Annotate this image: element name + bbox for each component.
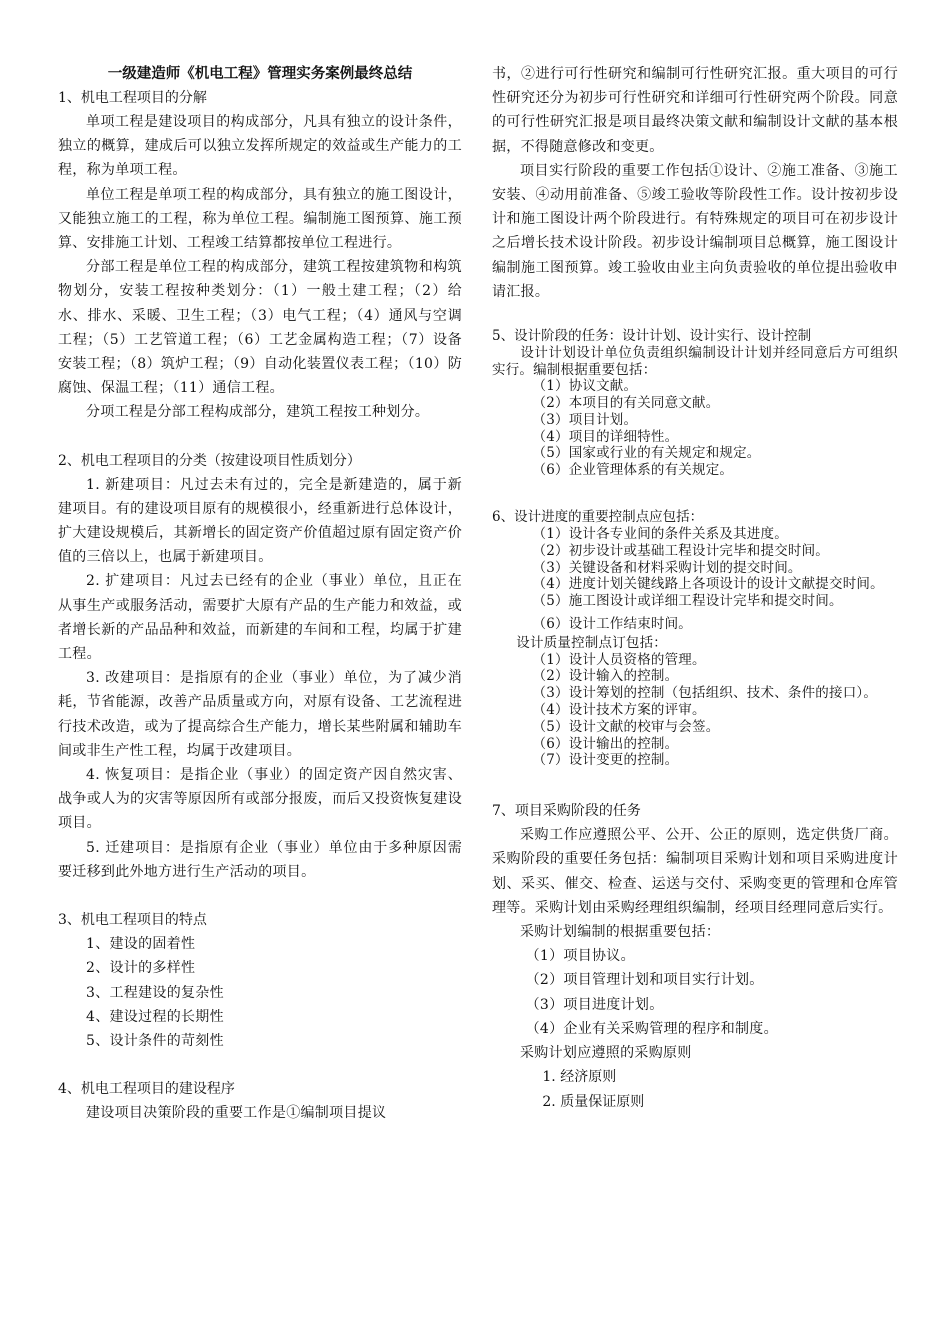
list-item: 1. 经济原则 bbox=[542, 1069, 617, 1086]
list-item: （4）设计技术方案的评审。 bbox=[532, 701, 706, 718]
subheading: 采购计划应遵照的采购原则 bbox=[520, 1044, 692, 1061]
paragraph: 项目实行阶段的重要工作包括①设计、②施工准备、③施工安装、④动用前准备、⑤竣工验收等阶段性工作。设计按初步设计和施工图设计两个阶段进行。有特殊规定的项目可在初步设计之后增长技术设计阶段。初步设计编制项目总概算，施工图设计编制施工图预算。竣工验收由业主向负责验收的单位提出验收申请汇报。 bbox=[492, 162, 898, 300]
paragraph: 1. 新建项目：凡过去未有过的，完全是新建造的，属于新建项目。有的建设项目原有的规模很小，经重新进行总体设计，扩大建设规模后，其新增长的固定资产价值超过原有固定资产价值的三倍以上，也属于新建项目。 bbox=[58, 476, 462, 566]
list-item: 1、建设的固着性 bbox=[86, 936, 196, 953]
document-title: 一级建造师《机电工程》管理实务案例最终总结 bbox=[107, 65, 413, 82]
list-item: （3）设计筹划的控制（包括组织、技术、条件的接口）。 bbox=[532, 685, 878, 702]
list-item: （4）项目的详细特性。 bbox=[532, 428, 679, 445]
list-item: （1）项目协议。 bbox=[525, 948, 635, 965]
section-5-heading: 5、设计阶段的任务：设计计划、设计实行、设计控制 bbox=[492, 328, 812, 345]
left-column bbox=[58, 62, 462, 1125]
subheading: 采购计划编制的根据重要包括： bbox=[520, 923, 721, 940]
paragraph: 分部工程是单位工程的构成部分，建筑工程按建筑物和构筑物划分，安装工程按种类划分：（1）一般土建工程；（2）给水、排水、采暖、卫生工程；（3）电气工程；（4）通风与空调工程；（5）工艺管道工程；（6）工艺金属构造工程；（7）设备安装工程；（8）筑炉工程；（9）自动化装置仪表工程；（10）防腐蚀、保温工程；（11）通信工程。 bbox=[58, 259, 462, 397]
list-item: （4）进度计划关键线路上各项设计的设计文献提交时间。 bbox=[532, 576, 884, 593]
list-item: （2）项目管理计划和项目实行计划。 bbox=[525, 972, 764, 989]
list-item: （7）设计变更的控制。 bbox=[532, 752, 679, 769]
list-item: （2）本项目的有关同意文献。 bbox=[532, 395, 720, 412]
section-7-heading: 7、项目采购阶段的任务 bbox=[492, 803, 641, 820]
paragraph: 单位工程是单项工程的构成部分，具有独立的施工图设计，又能独立施工的工程，称为单位工程。编制施工图预算、施工预算、安排施工计划、工程竣工结算都按单位工程进行。 bbox=[58, 186, 462, 252]
paragraph: 设计计划设计单位负责组织编制设计计划并经同意后方可组织实行。编制根据重要包括： bbox=[492, 345, 898, 378]
section-4-heading: 4、机电工程项目的建设程序 bbox=[58, 1081, 235, 1098]
paragraph: 2. 扩建项目：凡过去已经有的企业（事业）单位，且正在从事生产或服务活动，需要扩大原有产品的生产能力和效益，或者增长新的产品品种和效益，而新建的车间和工程，均属于扩建工程。 bbox=[58, 573, 462, 663]
list-item: （3）项目计划。 bbox=[532, 411, 638, 428]
list-item: （4）企业有关采购管理的程序和制度。 bbox=[525, 1020, 778, 1037]
list-item: （3）关键设备和材料采购计划的提交时间。 bbox=[532, 559, 802, 576]
list-item: 4、建设过程的长期性 bbox=[86, 1008, 224, 1025]
list-item: （6）企业管理体系的有关规定。 bbox=[532, 462, 734, 479]
list-item: （5）设计文献的校审与会签。 bbox=[532, 718, 720, 735]
list-item: （6）设计工作结束时间。 bbox=[532, 615, 692, 632]
list-item: （1）设计各专业间的条件关系及其进度。 bbox=[532, 526, 788, 542]
list-item: 3、工程建设的复杂性 bbox=[86, 984, 224, 1001]
paragraph: 分项工程是分部工程构成部分，建筑工程按工种划分。 bbox=[86, 404, 430, 421]
list-item: （2）设计输入的控制。 bbox=[532, 668, 679, 685]
subheading: 设计质量控制点订包括： bbox=[516, 634, 667, 651]
list-item: 2. 质量保证原则 bbox=[542, 1093, 645, 1110]
list-item: 5、设计条件的苛刻性 bbox=[86, 1032, 224, 1049]
paragraph: 3. 改建项目：是指原有的企业（事业）单位，为了减少消耗，节省能源，改善产品质量或方向，对原有设备、工艺流程进行技术改造，或为了提高综合生产能力，增长某些附属和辅助车间或非生产性工程，均属于改建项目。 bbox=[58, 670, 462, 759]
section-3-heading: 3、机电工程项目的特点 bbox=[58, 912, 207, 929]
list-item: （5）国家或行业的有关规定和规定。 bbox=[532, 445, 761, 462]
list-item: （5）施工图设计或详细工程设计完毕和提交时间。 bbox=[532, 593, 843, 610]
list-item: （1）设计人员资格的管理。 bbox=[532, 651, 706, 668]
list-item: （6）设计输出的控制。 bbox=[532, 735, 679, 752]
right-column bbox=[492, 62, 898, 1114]
paragraph: 5. 迁建项目：是指原有企业（事业）单位由于多种原因需要迁移到此外地方进行生产活动的项目。 bbox=[58, 839, 462, 880]
list-item: （2）初步设计或基础工程设计完毕和提交时间。 bbox=[532, 542, 829, 559]
list-item: （1）协议文献。 bbox=[532, 378, 638, 395]
paragraph: 单项工程是建设项目的构成部分，凡具有独立的设计条件，独立的概算，建成后可以独立发挥所规定的效益或生产能力的工程，称为单项工程。 bbox=[58, 114, 462, 179]
list-item: （3）项目进度计划。 bbox=[525, 996, 664, 1013]
section-1-heading: 1、机电工程项目的分解 bbox=[58, 90, 207, 106]
paragraph-continued: 建设项目决策阶段的重要工作是①编制项目提议 bbox=[86, 1105, 387, 1122]
section-6-heading: 6、设计进度的重要控制点应包括： bbox=[492, 509, 704, 525]
list-item: 2、设计的多样性 bbox=[86, 960, 196, 977]
paragraph-continuation: 书，②进行可行性研究和编制可行性研究汇报。重大项目的可行性研究还分为初步可行性研究和详细可行性研究两个阶段。同意的可行性研究汇报是项目最终决策文献和编制设计文献的基本根据，不得随意修改和变更。 bbox=[492, 66, 898, 155]
paragraph: 采购工作应遵照公平、公开、公正的原则，选定供货厂商。采购阶段的重要任务包括：编制项目采购计划和项目采购进度计划、采买、催交、检查、运送与交付、采购变更的管理和仓库管理等。采购计划由采购经理组织编制，经项目经理同意后实行。 bbox=[492, 827, 898, 916]
paragraph: 4. 恢复项目：是指企业（事业）的固定资产因自然灾害、战争或人为的灾害等原因所有或部分报废，而后又投资恢复建设项目。 bbox=[58, 767, 462, 832]
section-2-heading: 2、机电工程项目的分类（按建设项目性质划分） bbox=[58, 452, 361, 469]
